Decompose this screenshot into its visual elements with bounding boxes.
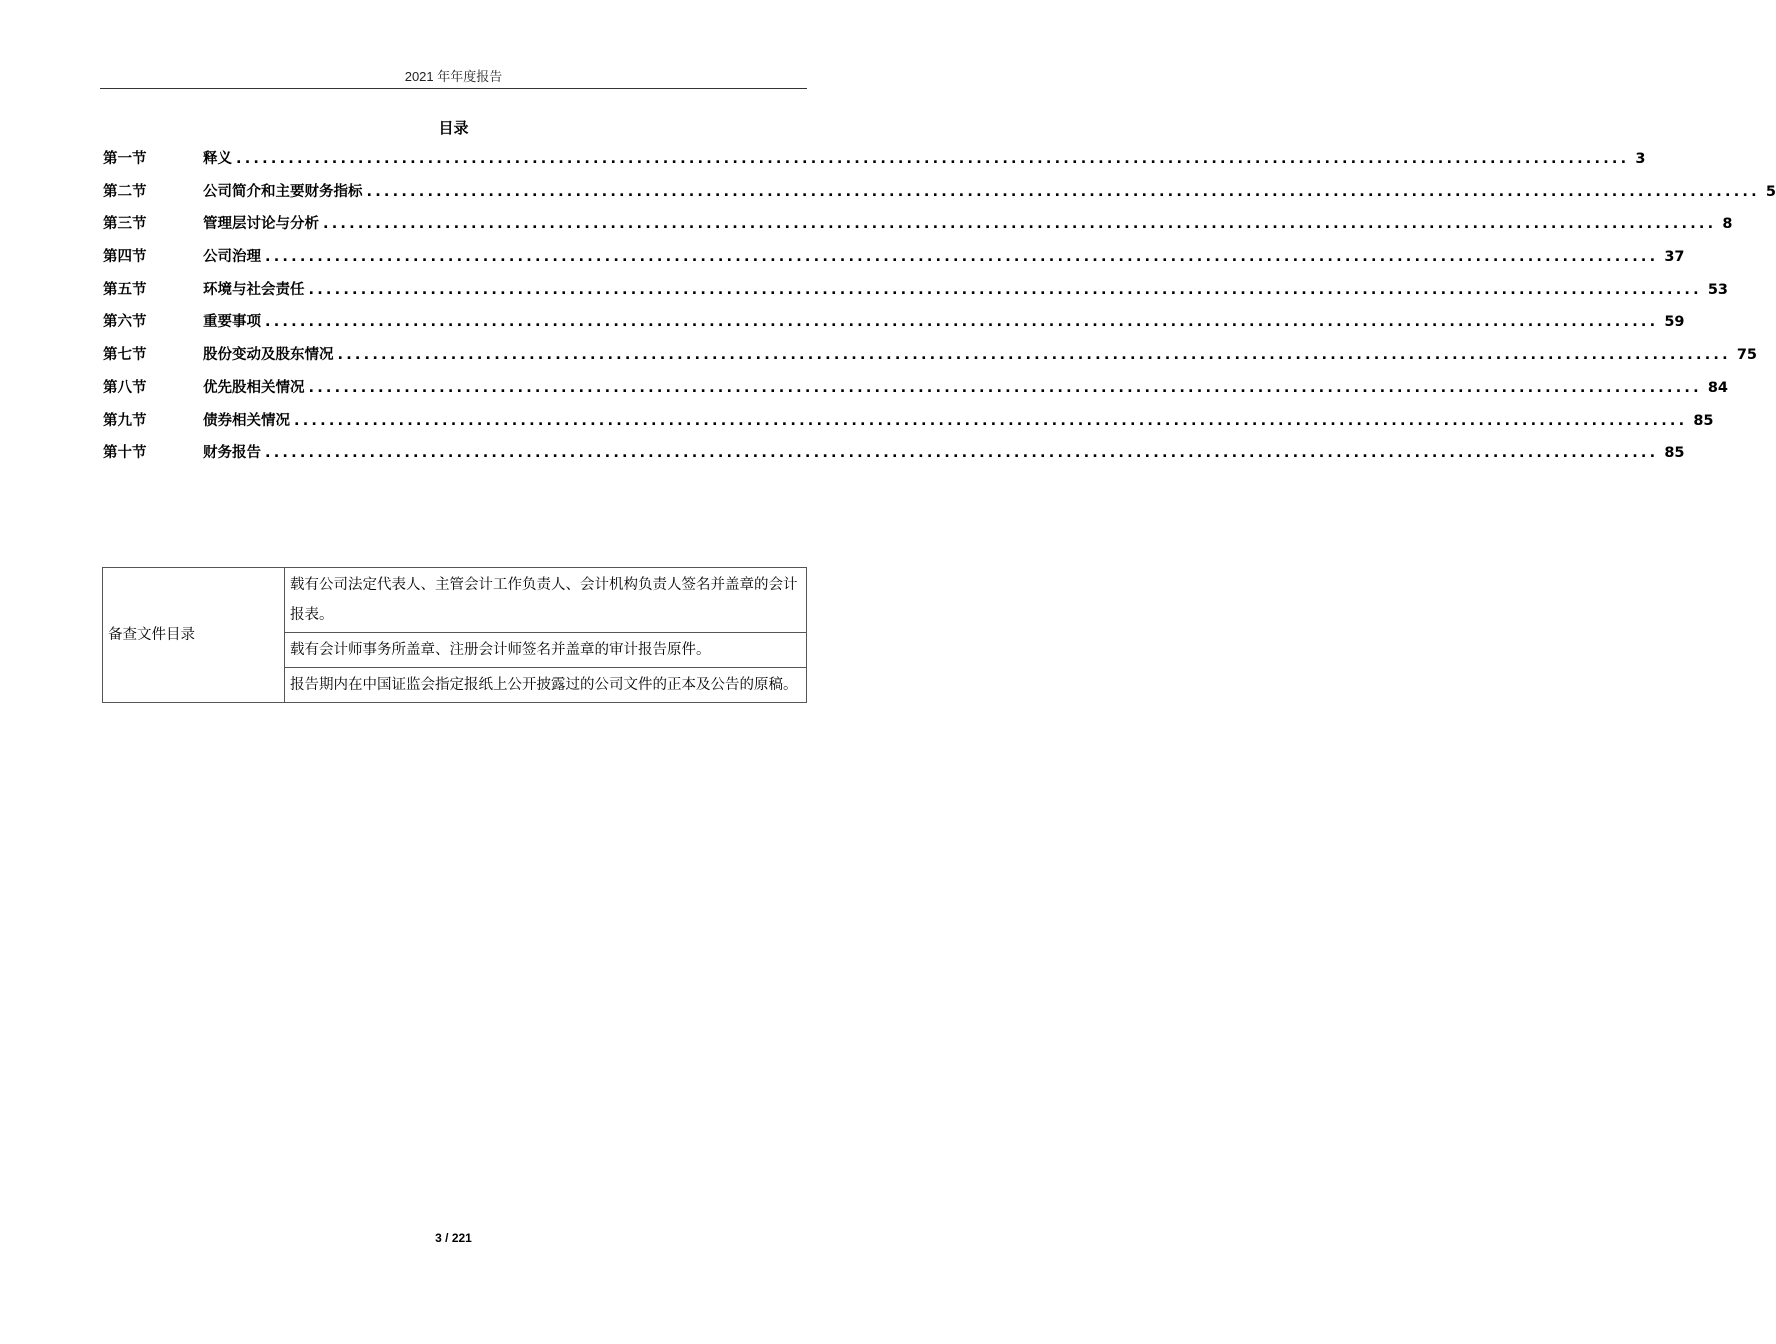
toc-entry[interactable] [103, 179, 1776, 212]
toc-leader-dots: ................................................................................................................................................................ [308, 379, 1702, 396]
toc-page-number: 53 [1707, 281, 1729, 298]
toc-section-title: 重要事项 [203, 314, 261, 331]
toc-leader-dots: ................................................................................................................................................................ [308, 281, 1702, 298]
page-header: 2021 年年度报告 [404, 69, 503, 84]
toc-section-number: 第八节 [103, 379, 147, 396]
toc-entry[interactable] [103, 342, 1758, 375]
toc-leader-dots: ................................................................................................................................................................ [366, 183, 1760, 200]
toc-section-title: 股份变动及股东情况 [203, 347, 334, 364]
toc-page-number: 8 [1722, 216, 1733, 233]
page-number: 3 / 221 [435, 1231, 472, 1245]
toc-page-number: 75 [1736, 347, 1758, 364]
toc-entry[interactable] [103, 244, 1685, 277]
toc-entry[interactable] [103, 375, 1729, 408]
toc-leader-dots: ................................................................................................................................................................ [323, 216, 1717, 233]
toc-leader-dots: ................................................................................................................................................................ [265, 249, 1659, 266]
header-divider [100, 88, 807, 89]
toc-section-number: 第四节 [103, 249, 147, 266]
table-of-contents [103, 146, 1776, 473]
toc-leader-dots: ................................................................................................................................................................ [265, 314, 1659, 331]
toc-section-title: 公司简介和主要财务指标 [203, 183, 363, 200]
toc-page-number: 3 [1635, 151, 1646, 167]
toc-section-number: 第六节 [103, 314, 147, 331]
toc-page-number: 59 [1664, 314, 1685, 331]
toc-section-title: 释义 [203, 151, 232, 167]
reference-documents-table [102, 567, 807, 703]
toc-section-title: 环境与社会责任 [203, 281, 305, 298]
toc-section-number: 第一节 [103, 151, 147, 167]
toc-leader-dots: ................................................................................................................................................................ [337, 347, 1731, 364]
toc-entry[interactable] [103, 440, 1685, 473]
toc-section-number: 第十节 [103, 445, 147, 462]
toc-page-number: 85 [1693, 412, 1714, 429]
toc-section-title: 财务报告 [203, 445, 261, 462]
reference-documents-label: 备查文件目录 [103, 568, 285, 703]
toc-section-title: 公司治理 [203, 249, 261, 266]
toc-section-number: 第二节 [103, 183, 147, 200]
toc-section-number: 第五节 [103, 281, 147, 298]
reference-document-item: 载有公司法定代表人、主管会计工作负责人、会计机构负责人签名并盖章的会计报表。 [285, 568, 807, 633]
toc-entry[interactable] [103, 408, 1714, 441]
toc-entry[interactable] [103, 146, 1646, 179]
toc-section-number: 第三节 [103, 216, 147, 233]
toc-title: 目录 [438, 119, 469, 137]
toc-entry[interactable] [103, 211, 1733, 244]
toc-section-title: 管理层讨论与分析 [203, 216, 319, 233]
toc-entry[interactable] [103, 309, 1685, 342]
toc-entry[interactable] [103, 277, 1729, 310]
toc-page-number: 37 [1664, 249, 1685, 266]
toc-page-number: 5 [1765, 183, 1776, 200]
toc-section-title: 优先股相关情况 [203, 379, 305, 396]
toc-section-number: 第七节 [103, 347, 147, 364]
toc-leader-dots: ................................................................................................................................................................ [265, 445, 1659, 462]
toc-section-number: 第九节 [103, 412, 147, 429]
toc-section-title: 债券相关情况 [203, 412, 290, 429]
toc-page-number: 84 [1707, 379, 1729, 396]
toc-leader-dots: ................................................................................................................................................................ [236, 151, 1630, 167]
toc-page-number: 85 [1664, 445, 1685, 462]
toc-leader-dots: ................................................................................................................................................................ [294, 412, 1688, 429]
reference-document-item: 报告期内在中国证监会指定报纸上公开披露过的公司文件的正本及公告的原稿。 [285, 668, 807, 703]
reference-document-item: 载有会计师事务所盖章、注册会计师签名并盖章的审计报告原件。 [285, 633, 807, 668]
